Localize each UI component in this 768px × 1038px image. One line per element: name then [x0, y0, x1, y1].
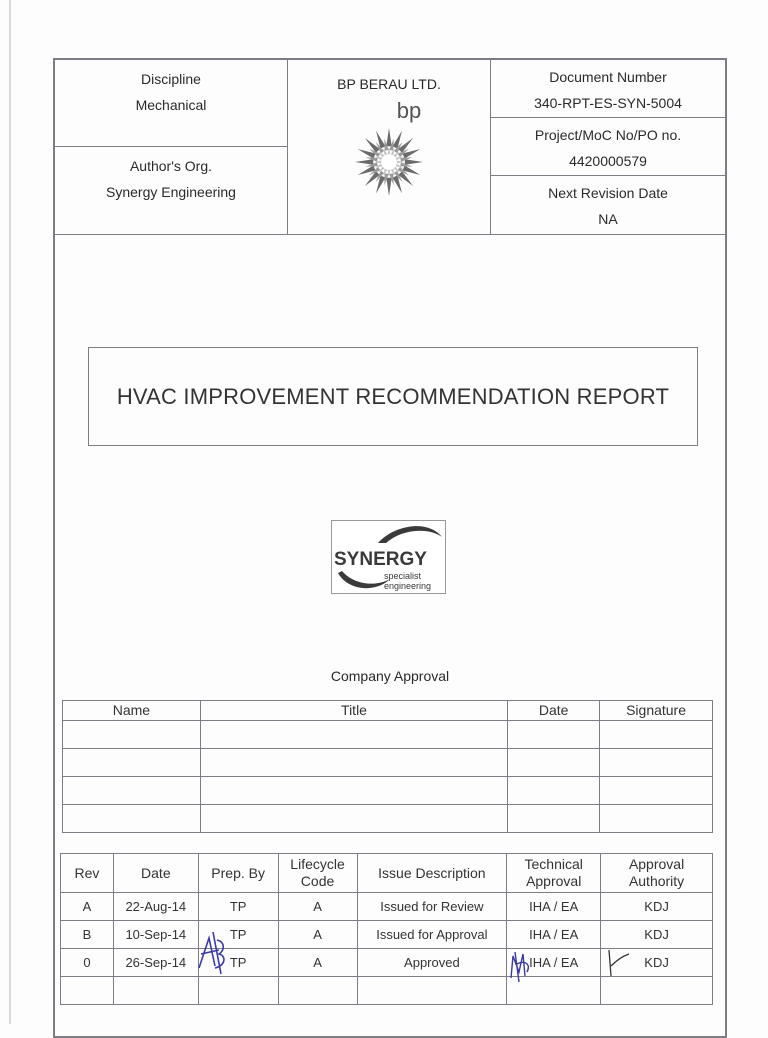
- authors-org-label: Author's Org.: [129, 158, 213, 174]
- bp-helios-icon: [349, 122, 429, 202]
- revision-header-prep-by: Prep. By: [198, 854, 278, 893]
- revision-cell: A: [61, 893, 114, 921]
- document-number-cell: [490, 60, 725, 118]
- revision-cell: [278, 977, 357, 1005]
- revision-cell: [61, 977, 114, 1005]
- revision-cell: IHA / EA: [507, 921, 601, 949]
- revision-cell: KDJ: [601, 893, 713, 921]
- revision-cell: 26-Sep-14: [113, 949, 198, 977]
- approval-cell: [63, 805, 201, 833]
- synergy-logo-graphic: [332, 521, 445, 593]
- approval-cell: [508, 721, 600, 749]
- company-cell: [288, 60, 490, 234]
- next-revision-value: NA: [598, 211, 618, 227]
- synergy-swoosh-bottom: [338, 571, 390, 588]
- synergy-swoosh-top: [378, 526, 442, 543]
- approval-cell: [600, 749, 713, 777]
- approval-cell: [600, 777, 713, 805]
- document-frame: [53, 58, 727, 1038]
- discipline-label: Discipline: [141, 71, 201, 87]
- company-approval-caption: Company Approval: [330, 668, 450, 684]
- document-title: HVAC IMPROVEMENT RECOMMENDATION REPORT: [116, 383, 670, 409]
- approval-header-name: Name: [63, 701, 201, 721]
- revision-cell: [113, 977, 198, 1005]
- discipline-value: Mechanical: [135, 97, 207, 113]
- revision-cell: A: [278, 893, 357, 921]
- approval-cell: [200, 721, 507, 749]
- revision-cell: [357, 977, 507, 1005]
- revision-cell: Issued for Review: [357, 893, 507, 921]
- next-revision-label: Next Revision Date: [548, 185, 668, 201]
- authors-org-value: Synergy Engineering: [106, 184, 236, 200]
- approval-cell: [508, 777, 600, 805]
- document-number-value: 340-RPT-ES-SYN-5004: [534, 95, 682, 111]
- approval-cell: [200, 749, 507, 777]
- document-title-box: [88, 347, 698, 446]
- revision-header-approval-authority: Approval Authority: [601, 854, 713, 893]
- revision-cell: 10-Sep-14: [113, 921, 198, 949]
- revision-row: [61, 893, 713, 921]
- revision-table: [60, 853, 713, 1005]
- synergy-logo: [331, 520, 446, 594]
- revision-cell: KDJ: [601, 949, 713, 977]
- revision-header-technical-approval: Technical Approval: [507, 854, 601, 893]
- revision-cell: TP: [198, 893, 278, 921]
- approval-cell: [508, 749, 600, 777]
- bp-logo-text: bp: [396, 98, 422, 123]
- approval-cell: [63, 777, 201, 805]
- approval-row: [63, 721, 713, 749]
- revision-header-rev: Rev: [61, 854, 114, 893]
- approval-cell: [63, 721, 201, 749]
- discipline-cell: [55, 60, 288, 147]
- synergy-logo-line1: specialist: [384, 571, 422, 581]
- revision-cell: B: [61, 921, 114, 949]
- approval-header-row: [63, 701, 713, 721]
- approval-cell: [600, 721, 713, 749]
- authors-org-cell: [55, 147, 288, 234]
- approval-row: [63, 777, 713, 805]
- synergy-logo-name: SYNERGY: [334, 549, 427, 570]
- revision-cell: Approved: [357, 949, 507, 977]
- document-header: [55, 60, 725, 235]
- revision-header-row: [61, 854, 713, 893]
- project-cell: [490, 118, 725, 176]
- revision-row: [61, 949, 713, 977]
- revision-cell: 22-Aug-14: [113, 893, 198, 921]
- revision-cell: TP: [198, 921, 278, 949]
- revision-header-lifecycle-code: Lifecycle Code: [278, 854, 357, 893]
- approval-row: [63, 749, 713, 777]
- revision-cell: IHA / EA: [507, 949, 601, 977]
- revision-cell: A: [278, 921, 357, 949]
- approval-cell: [200, 805, 507, 833]
- revision-header-date: Date: [113, 854, 198, 893]
- approval-cell: [200, 777, 507, 805]
- revision-cell: [507, 977, 601, 1005]
- company-approval-table: [62, 700, 713, 833]
- approval-cell: [600, 805, 713, 833]
- approval-row: [63, 805, 713, 833]
- approval-cell: [63, 749, 201, 777]
- revision-row: [61, 921, 713, 949]
- company-name: BP BERAU LTD.: [337, 76, 441, 92]
- revision-cell: TP: [198, 949, 278, 977]
- revision-cell: [198, 977, 278, 1005]
- approval-header-title: Title: [200, 701, 507, 721]
- revision-cell: KDJ: [601, 921, 713, 949]
- revision-cell: [601, 977, 713, 1005]
- revision-cell: 0: [61, 949, 114, 977]
- project-value: 4420000579: [569, 153, 647, 169]
- approval-header-date: Date: [508, 701, 600, 721]
- next-revision-cell: [490, 176, 725, 234]
- synergy-logo-line2: engineering: [384, 581, 432, 591]
- revision-row: [61, 977, 713, 1005]
- revision-cell: Issued for Approval: [357, 921, 507, 949]
- approval-cell: [508, 805, 600, 833]
- approval-header-signature: Signature: [600, 701, 713, 721]
- revision-cell: A: [278, 949, 357, 977]
- revision-header-issue-description: Issue Description: [357, 854, 507, 893]
- document-number-label: Document Number: [549, 69, 667, 85]
- revision-cell: IHA / EA: [507, 893, 601, 921]
- page-edge: [9, 0, 11, 1024]
- project-label: Project/MoC No/PO no.: [534, 127, 682, 143]
